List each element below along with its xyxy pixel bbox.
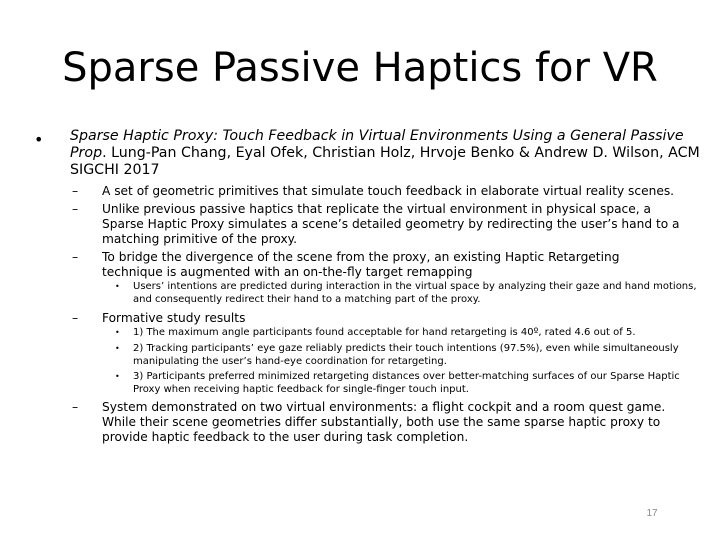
point-text: A set of geometric primitives that simulate touch feedback in elaborate virtual reality scenes. bbox=[102, 184, 675, 198]
study-subpoint-gaze bbox=[115, 343, 700, 368]
sub-bullet-marker: • bbox=[115, 372, 120, 381]
page-number: 17 bbox=[646, 508, 658, 519]
subpoint-text: 2) Tracking participants’ eye gaze reliably predicts their touch intentions (97.5%), even while simultaneously manipulating the user’s hand-eye coordination for retargeting. bbox=[133, 343, 679, 367]
point-formative-study bbox=[72, 311, 682, 326]
point-text: Formative study results bbox=[102, 311, 246, 325]
point-text: To bridge the divergence of the scene from the proxy, an existing Haptic Retargeting technique is augmented with an on-the-fly target remapping bbox=[102, 250, 620, 279]
sub-bullet-marker: • bbox=[115, 282, 120, 291]
slide-title: Sparse Passive Haptics for VR bbox=[62, 45, 658, 91]
subpoint-text: 1) The maximum angle participants found acceptable for hand retargeting is 40º, rated 4.6 out of 5. bbox=[133, 327, 636, 338]
point-unlike-passive bbox=[72, 202, 682, 247]
sub-bullet-marker: • bbox=[115, 328, 120, 337]
point-text: System demonstrated on two virtual environments: a flight cockpit and a room quest game. While their scene geometries differ substantially, both use the same sparse haptic proxy to provide haptic feedback to the user during task completion. bbox=[102, 400, 666, 444]
dash-marker: – bbox=[72, 400, 79, 414]
paper-authors: . Lung-Pan Chang, Eyal Ofek, Christian Holz, Hrvoje Benko & Andrew D. Wilson, ACM SIGCHI 2017 bbox=[70, 145, 700, 178]
point-system-demo bbox=[72, 400, 682, 445]
subpoint-text: Users’ intentions are predicted during interaction in the virtual space by analyzing their gaze and hand motions, and consequently redirect their hand to a matching part of the proxy. bbox=[133, 281, 697, 305]
paper-citation bbox=[70, 128, 700, 179]
point-text: Unlike previous passive haptics that replicate the virtual environment in physical space, a Sparse Haptic Proxy simulates a scene’s detailed geometry by redirecting the user’s hand to a matching primitive of the proxy. bbox=[102, 202, 680, 246]
dash-marker: – bbox=[72, 250, 79, 264]
bullet-marker: • bbox=[34, 130, 44, 149]
subpoint-intentions bbox=[115, 281, 700, 306]
study-subpoint-angle bbox=[115, 327, 700, 340]
paper-title: Sparse Haptic Proxy: Touch Feedback in Virtual Environments Using a General Passive Prop bbox=[70, 128, 684, 161]
point-bridge-divergence bbox=[72, 250, 682, 280]
study-subpoint-preference bbox=[115, 371, 700, 396]
subpoint-text: 3) Participants preferred minimized retargeting distances over better-matching surfaces of our Sparse Haptic Proxy when receiving haptic feedback for single-finger touch input. bbox=[133, 371, 680, 395]
dash-marker: – bbox=[72, 202, 79, 216]
dash-marker: – bbox=[72, 311, 79, 325]
sub-bullet-marker: • bbox=[115, 344, 120, 353]
dash-marker: – bbox=[72, 184, 79, 198]
point-primitives bbox=[72, 184, 682, 199]
